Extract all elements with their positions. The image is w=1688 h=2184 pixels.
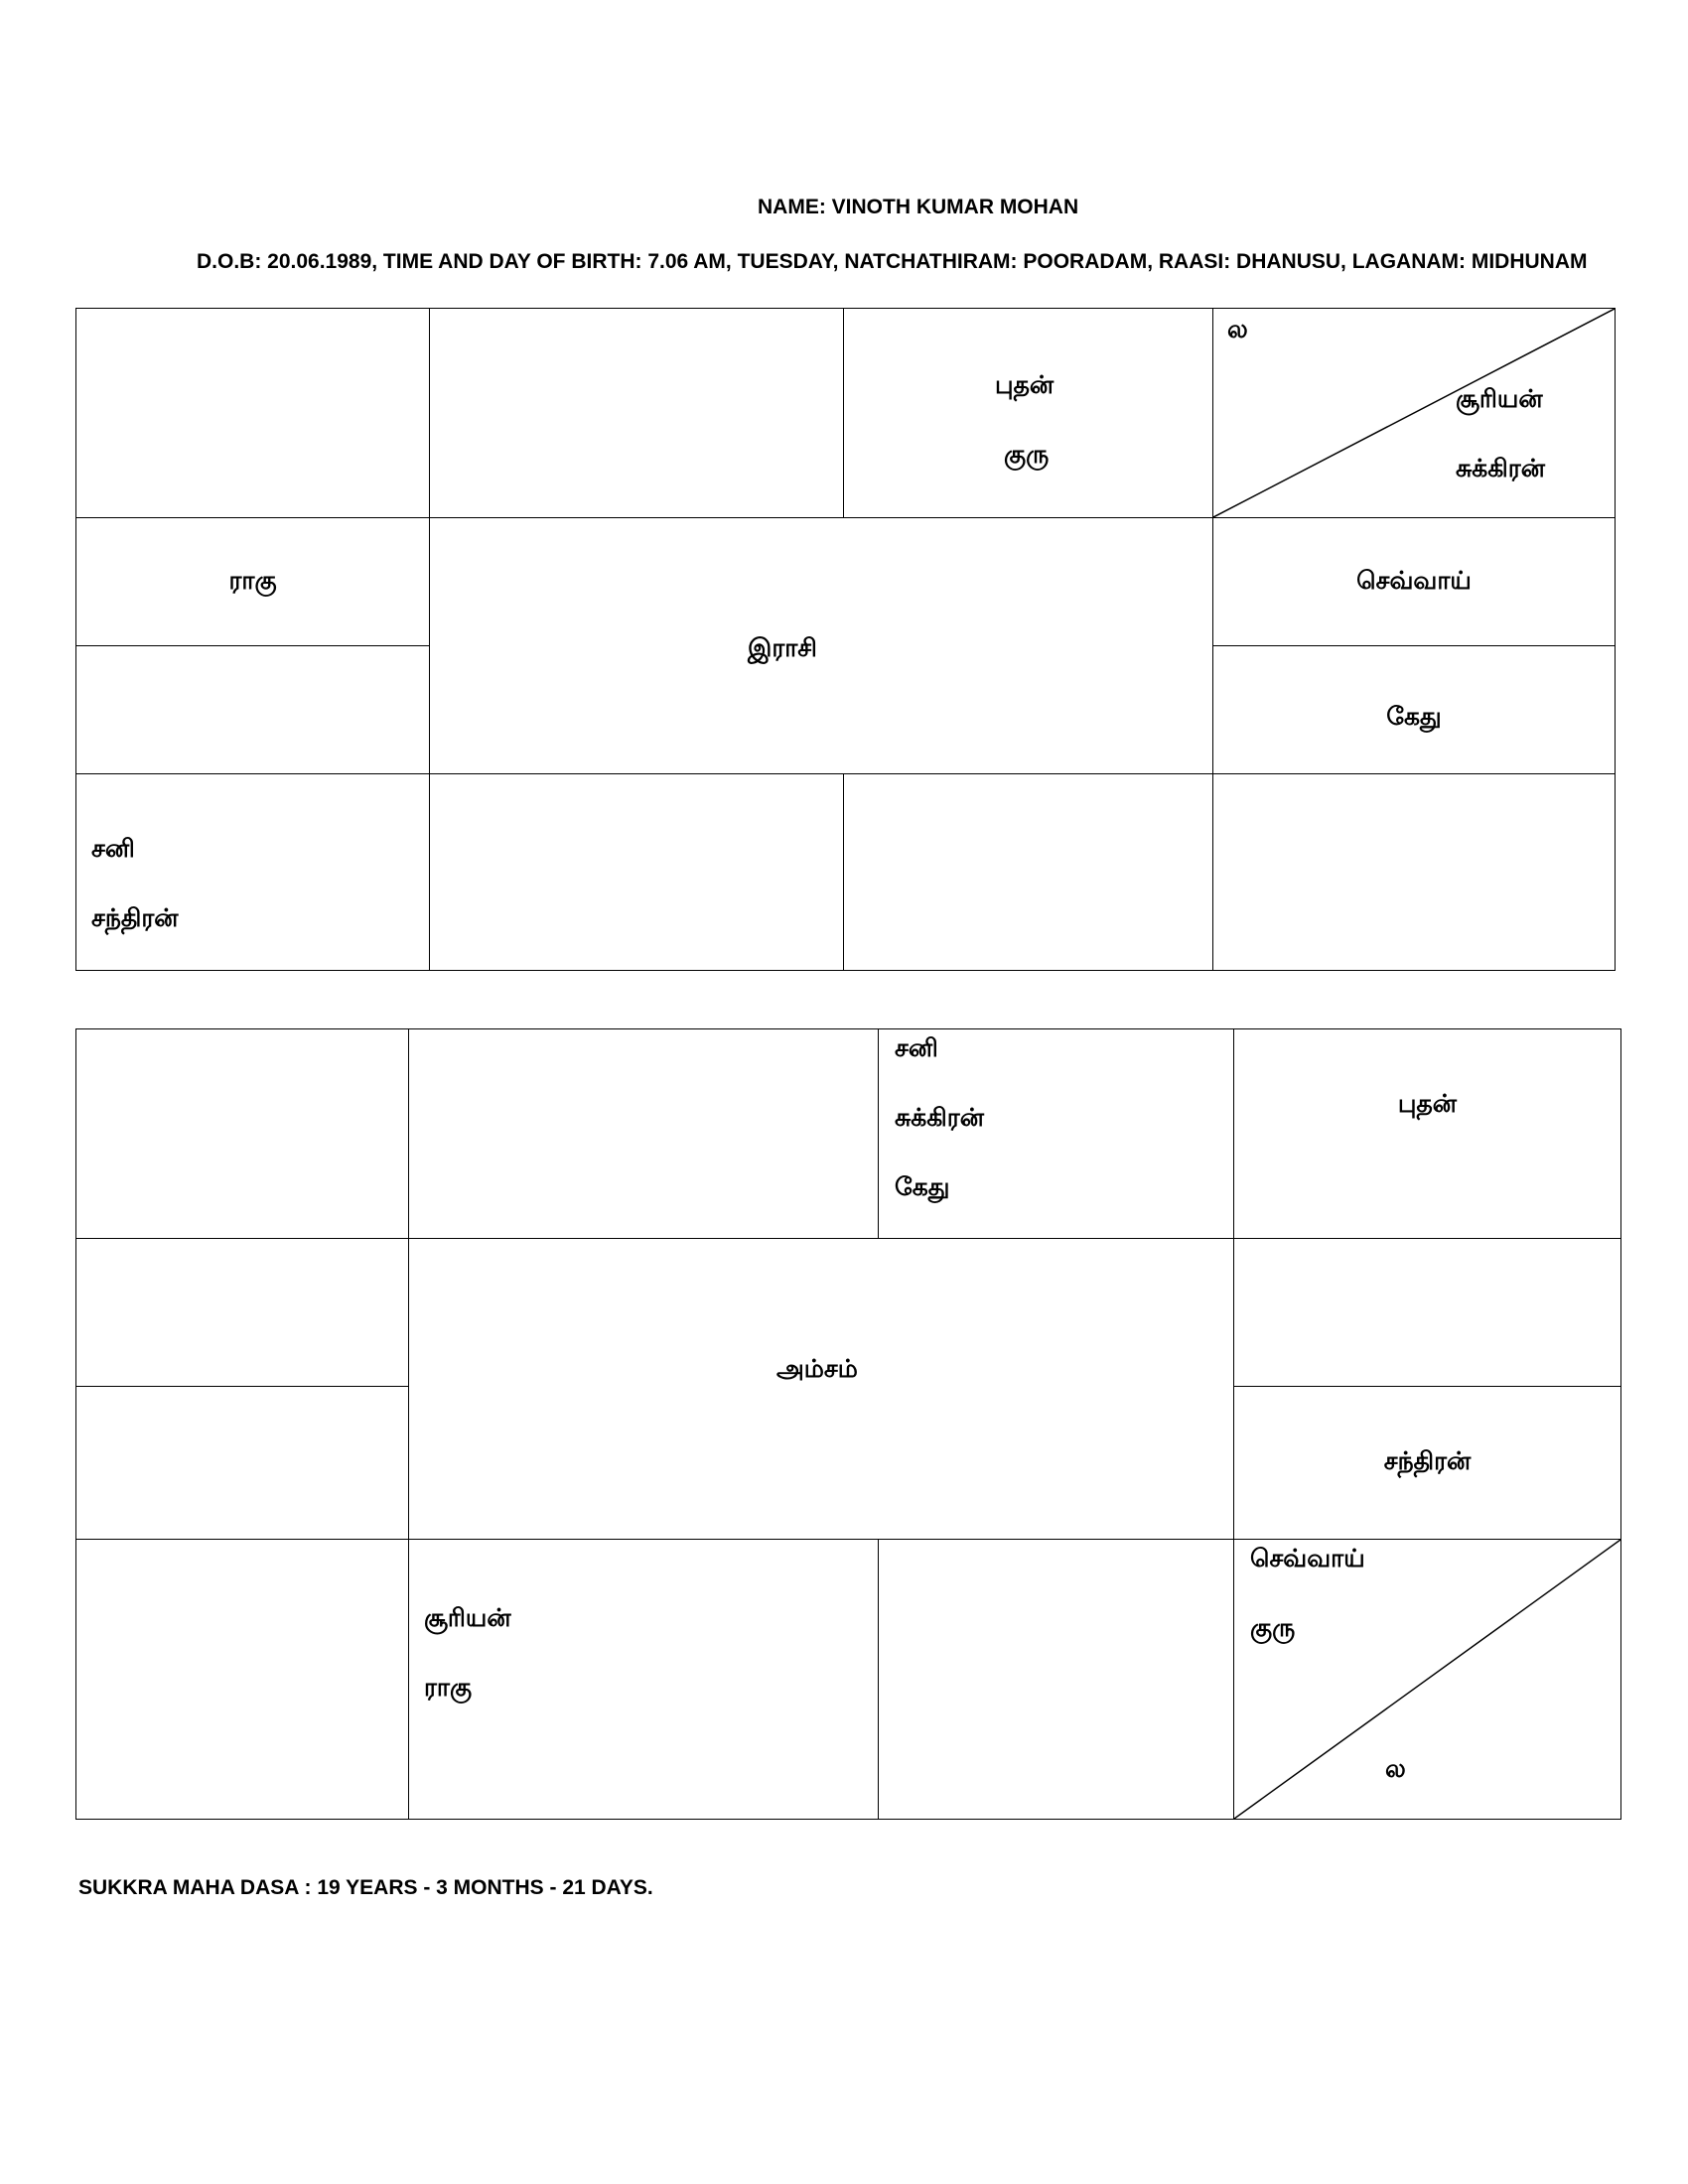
amsam-center	[408, 1238, 1234, 1540]
rasi-house-r1c2	[429, 308, 844, 518]
planet-label: கேது	[895, 1172, 950, 1201]
lagna-diagonal	[1213, 309, 1615, 517]
rasi-house-r1c4	[1212, 308, 1616, 518]
planet-label: சுக்கிரன்	[1456, 454, 1545, 482]
planet-label: கேது	[1386, 702, 1442, 731]
planet-label: சனி	[91, 834, 135, 863]
rasi-house-r2c1	[75, 517, 430, 646]
planet-label: சூரியன்	[424, 1603, 511, 1632]
rasi-house-r3c4	[1212, 645, 1616, 774]
amsam-house-r4c4	[1233, 1539, 1621, 1820]
planet-label: புதன்	[995, 370, 1055, 399]
rasi-house-r1c3	[843, 308, 1213, 518]
rasi-house-r2c4	[1212, 517, 1616, 646]
lagna-marker: ல	[1227, 315, 1248, 343]
birth-details: D.O.B: 20.06.1989, TIME AND DAY OF BIRTH: 7.06 AM, TUESDAY, NATCHATHIRAM: POORADAM, RAASI: DHANUSU, LAGANAM: MIDHUNAM	[197, 250, 1588, 273]
amsam-house-r3c1	[75, 1386, 409, 1540]
planet-label: குரு	[1004, 440, 1050, 469]
planet-label: சூரியன்	[1456, 384, 1543, 413]
planet-label: சனி	[895, 1033, 938, 1062]
rasi-center	[429, 517, 1213, 774]
planet-label: புதன்	[1397, 1089, 1458, 1118]
planet-label: குரு	[1250, 1613, 1296, 1642]
lagna-diagonal	[1234, 1540, 1620, 1819]
amsam-house-r3c4	[1233, 1386, 1621, 1540]
planet-label: சந்திரன்	[1383, 1446, 1472, 1475]
amsam-house-r2c4	[1233, 1238, 1621, 1387]
amsam-house-r4c1	[75, 1539, 409, 1820]
planet-label: சுக்கிரன்	[895, 1103, 984, 1132]
rasi-house-r3c1	[75, 645, 430, 774]
amsam-house-r1c3	[878, 1028, 1234, 1239]
rasi-house-r1c1	[75, 308, 430, 518]
lagna-marker: ல	[1385, 1754, 1406, 1783]
amsam-house-r1c1	[75, 1028, 409, 1239]
amsam-house-r1c2	[408, 1028, 879, 1239]
planet-label: ராகு	[424, 1673, 473, 1702]
person-name: NAME: VINOTH KUMAR MOHAN	[758, 196, 1079, 218]
rasi-house-r4c1	[75, 773, 430, 971]
planet-label: சந்திரன்	[91, 903, 179, 932]
chart-title: அம்சம்	[776, 1354, 858, 1383]
planet-label: ராகு	[228, 566, 277, 595]
chart-title: இராசி	[748, 633, 817, 662]
maha-dasa-balance: SUKKRA MAHA DASA : 19 YEARS - 3 MONTHS - 21 DAYS.	[78, 1876, 653, 1899]
rasi-house-r4c2	[429, 773, 844, 971]
amsam-house-r4c3	[878, 1539, 1234, 1820]
rasi-house-r4c4	[1212, 773, 1616, 971]
planet-label: செவ்வாய்	[1356, 566, 1472, 595]
rasi-house-r4c3	[843, 773, 1213, 971]
amsam-house-r1c4	[1233, 1028, 1621, 1239]
amsam-house-r2c1	[75, 1238, 409, 1387]
amsam-house-r4c2	[408, 1539, 879, 1820]
planet-label: செவ்வாய்	[1250, 1544, 1365, 1572]
